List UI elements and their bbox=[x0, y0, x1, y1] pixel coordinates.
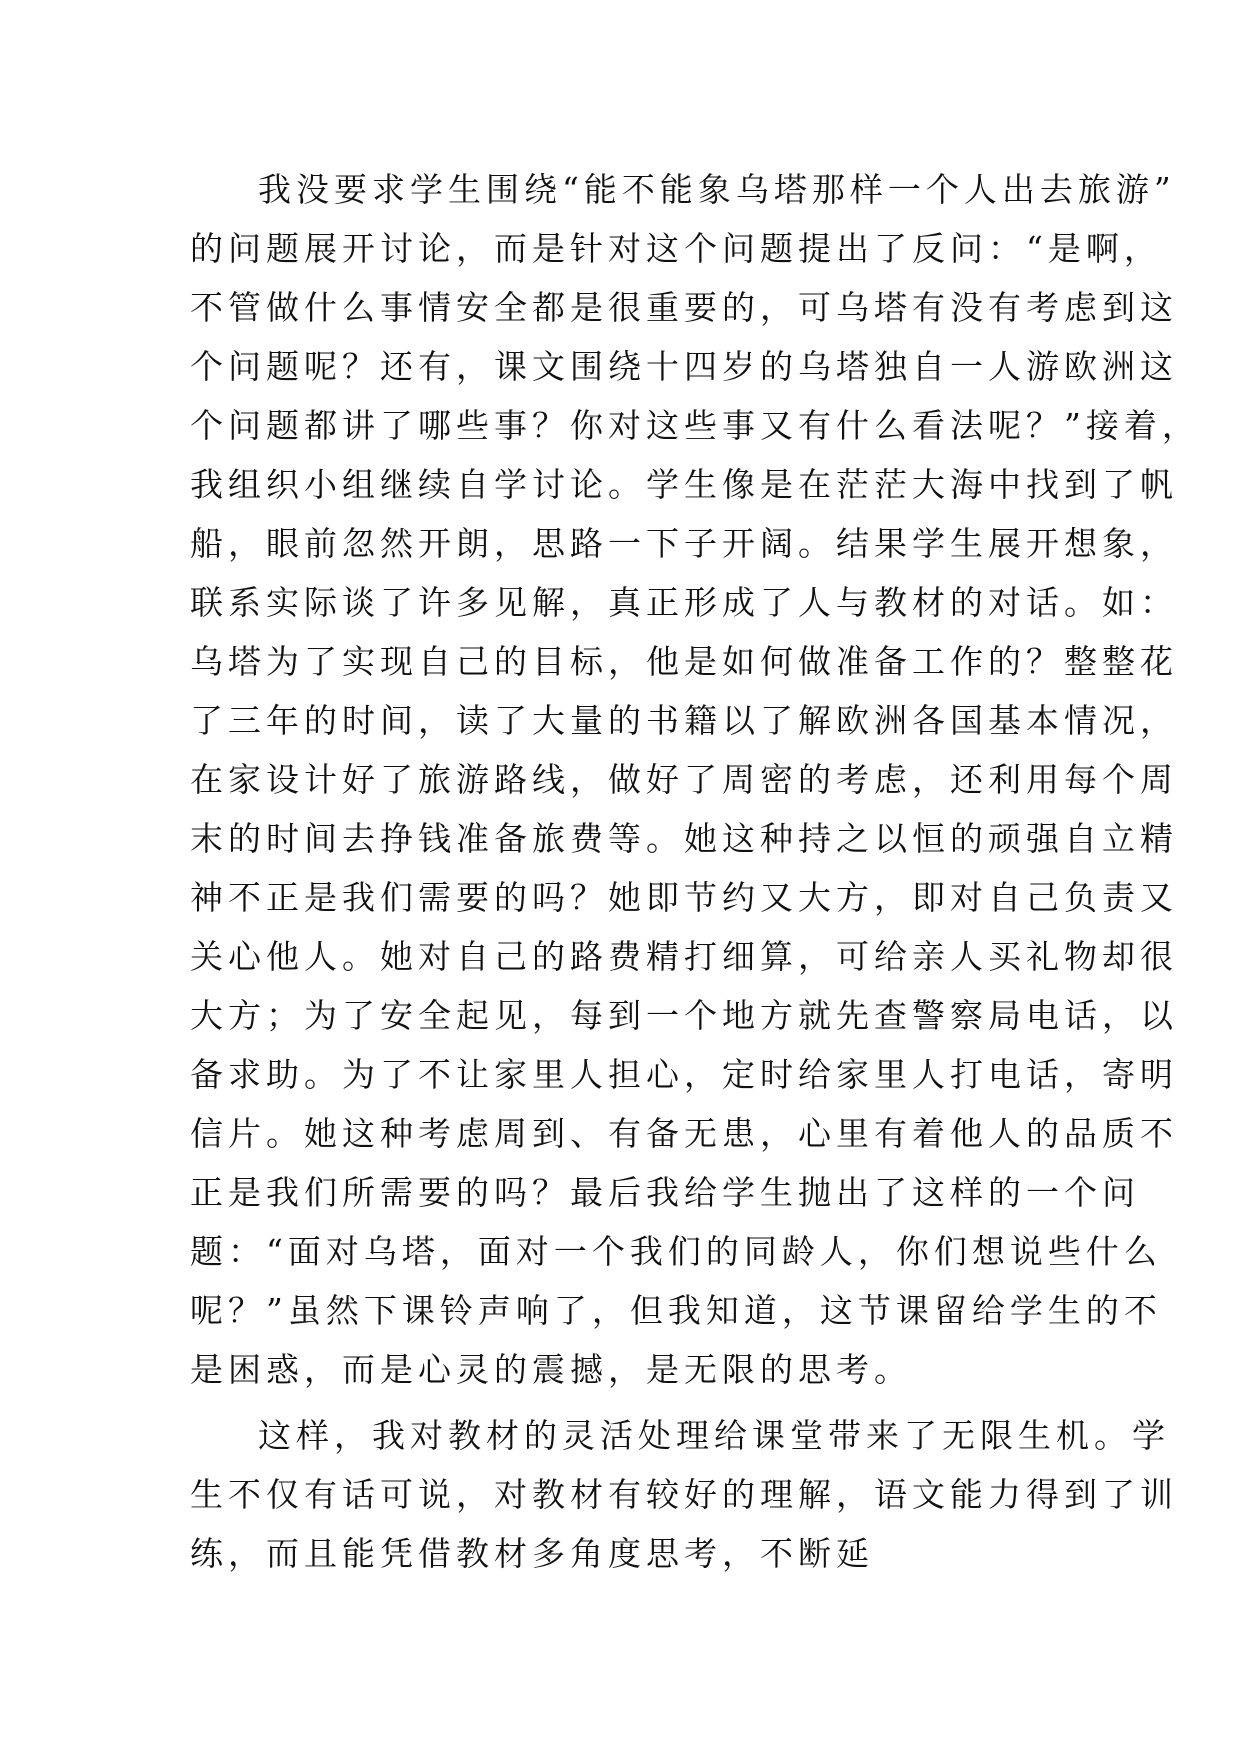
text-line: 关心他人。她对自己的路费精打细算，可给亲人买礼物却很 bbox=[190, 937, 1178, 976]
text-line: 了三年的时间，读了大量的书籍以了解欧洲各国基本情况， bbox=[190, 701, 1178, 740]
text-line: 大方；为了安全起见，每到一个地方就先查警察局电话，以 bbox=[190, 996, 1178, 1035]
text-line: 乌塔为了实现自己的目标，他是如何做准备工作的？整整花 bbox=[190, 642, 1178, 681]
text-line: 船，眼前忽然开朗，思路一下子开阔。结果学生展开想象， bbox=[190, 524, 1178, 563]
text-line: 个问题都讲了哪些事？你对这些事又有什么看法呢？”接着， bbox=[190, 406, 1200, 445]
text-line: 题：“面对乌塔，面对一个我们的同龄人，你们想说些什么 bbox=[190, 1232, 1162, 1271]
text-line: 联系实际谈了许多见解，真正形成了人与教材的对话。如： bbox=[190, 583, 1178, 622]
text-line: 个问题呢？还有，课文围绕十四岁的乌塔独自一人游欧洲这 bbox=[190, 347, 1178, 386]
text-line: 的问题展开讨论，而是针对这个问题提出了反问：“是啊， bbox=[190, 229, 1162, 268]
text-line: 练，而且能凭借教材多角度思考，不断延 bbox=[190, 1534, 874, 1573]
text-line: 生不仅有话可说，对教材有较好的理解，语文能力得到了训 bbox=[190, 1475, 1178, 1514]
paragraph-1 bbox=[190, 160, 1200, 1399]
paragraph-2 bbox=[190, 1406, 1178, 1583]
text-line: 不管做什么事情安全都是很重要的，可乌塔有没有考虑到这 bbox=[190, 288, 1178, 327]
text-line: 神不正是我们需要的吗？她即节约又大方，即对自己负责又 bbox=[190, 878, 1178, 917]
body-text bbox=[190, 160, 1200, 1583]
paragraph-spacing bbox=[190, 1399, 1070, 1406]
text-line: 这样，我对教材的灵活处理给课堂带来了无限生机。学 bbox=[258, 1416, 1170, 1455]
text-line: 正是我们所需要的吗？最后我给学生抛出了这样的一个问 bbox=[190, 1173, 1140, 1212]
text-line: 备求助。为了不让家里人担心，定时给家里人打电话，寄明 bbox=[190, 1055, 1178, 1094]
text-line: 是困惑，而是心灵的震撼，是无限的思考。 bbox=[190, 1350, 912, 1389]
text-line: 信片。她这种考虑周到、有备无患，心里有着他人的品质不 bbox=[190, 1114, 1178, 1153]
text-line: 我组织小组继续自学讨论。学生像是在茫茫大海中找到了帆 bbox=[190, 465, 1178, 504]
text-line: 呢？”虽然下课铃声响了，但我知道，这节课留给学生的不 bbox=[190, 1291, 1162, 1330]
text-line: 末的时间去挣钱准备旅费等。她这种持之以恒的顽强自立精 bbox=[190, 819, 1178, 858]
text-line: 我没要求学生围绕“能不能象乌塔那样一个人出去旅游” bbox=[258, 170, 1176, 209]
text-line: 在家设计好了旅游路线，做好了周密的考虑，还利用每个周 bbox=[190, 760, 1178, 799]
